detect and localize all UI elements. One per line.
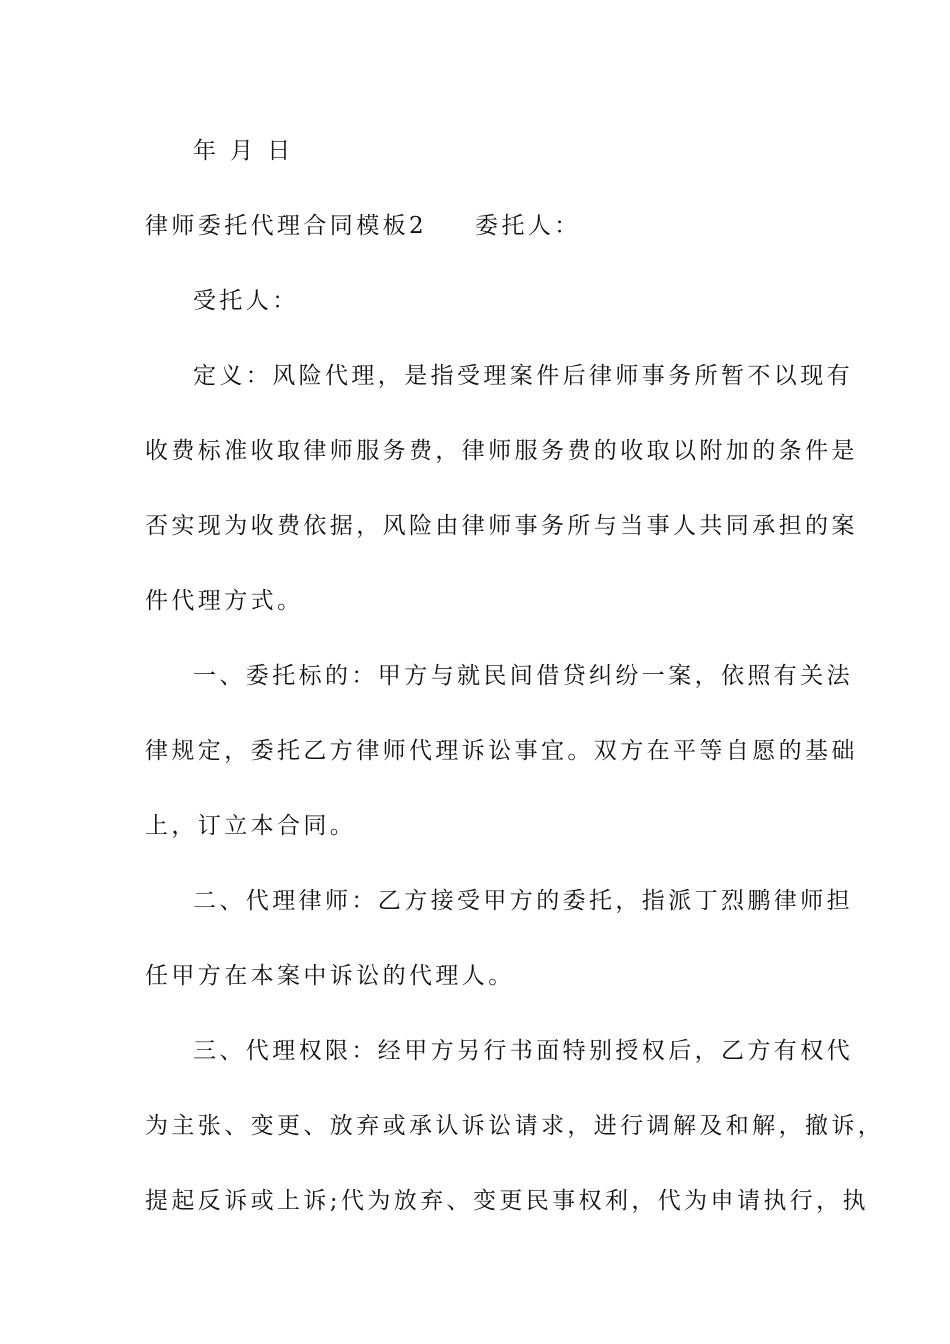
paragraph-clause-2-line-1: 二、代理律师：乙方接受甲方的委托，指派丁烈鹏律师担 [193,888,853,914]
date-line: 年 月 日 [193,138,294,164]
paragraph-clause-1-line-1: 一、委托标的：甲方与就民间借贷纠纷一案，依照有关法 [193,663,853,689]
paragraph-clause-3-line-3: 提起反诉或上诉;代为放弃、变更民事权利，代为申请执行，执 [145,1188,869,1214]
paragraph-clause-1-line-2: 律规定，委托乙方律师代理诉讼事宜。双方在平等自愿的基础 [145,738,858,764]
principal-label: 委托人： [475,213,581,239]
paragraph-clause-2-line-2: 任甲方在本案中诉讼的代理人。 [145,963,515,989]
title-line [145,211,845,241]
paragraph-definition-line-3: 否实现为收费依据，风险由律师事务所与当事人共同承担的案 [145,513,858,539]
paragraph-definition-line-4: 件代理方式。 [145,588,304,614]
paragraph-clause-1-line-3: 上，订立本合同。 [145,813,357,839]
paragraph-clause-3-line-1: 三、代理权限：经甲方另行书面特别授权后，乙方有权代 [193,1038,853,1064]
paragraph-definition-line-1: 定义：风险代理，是指受理案件后律师事务所暂不以现有 [193,363,853,389]
paragraph-definition-line-2: 收费标准收取律师服务费，律师服务费的收取以附加的条件是 [145,438,858,464]
document-title: 律师委托代理合同模板2 [145,213,428,239]
paragraph-clause-3-line-2: 为主张、变更、放弃或承认诉讼请求，进行调解及和解，撤诉， [145,1113,885,1139]
agent-label: 受托人： [193,288,299,314]
